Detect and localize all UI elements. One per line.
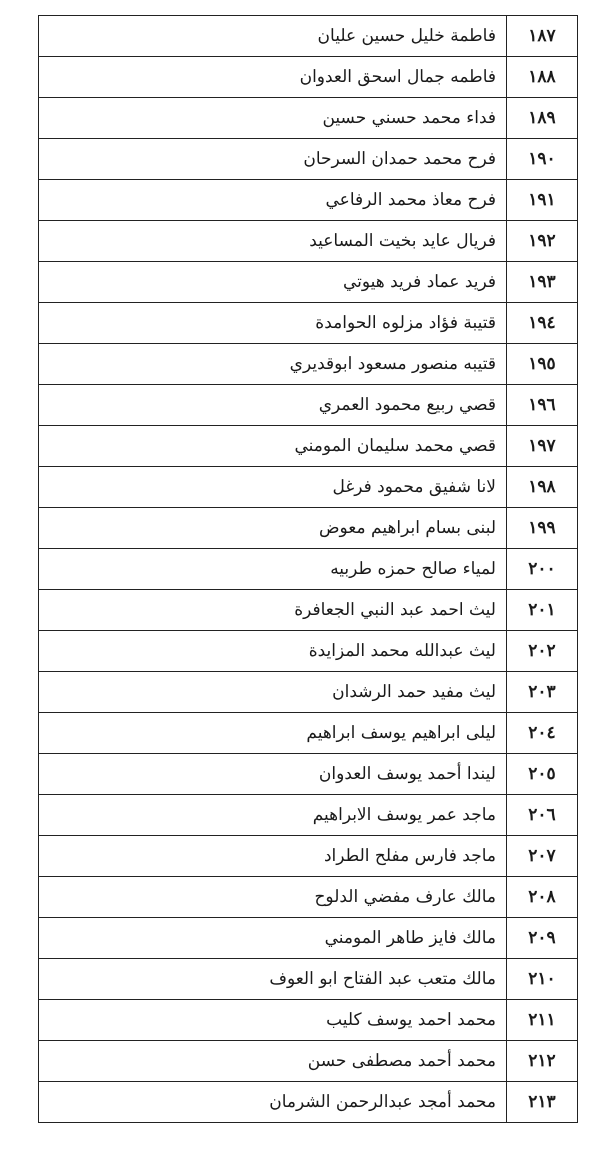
row-name-cell: فداء محمد حسني حسين [39,98,507,139]
table-row [39,426,578,467]
row-name-cell: ليث مفيد حمد الرشدان [39,672,507,713]
row-name-cell: محمد أمجد عبدالرحمن الشرمان [39,1082,507,1123]
row-name-cell: لبنى بسام ابراهيم معوض [39,508,507,549]
row-number-cell: ٢١٠ [507,959,578,1000]
row-name-cell: مالك عارف مفضي الدلوح [39,877,507,918]
row-number-cell: ١٩١ [507,180,578,221]
table-row [39,1041,578,1082]
names-table [38,15,578,1123]
row-number-cell: ٢٠٤ [507,713,578,754]
row-number-cell: ٢١٣ [507,1082,578,1123]
row-name-cell: ليث عبدالله محمد المزايدة [39,631,507,672]
row-number-cell: ١٩٤ [507,303,578,344]
row-name-cell: ليندا أحمد يوسف العدوان [39,754,507,795]
table-row [39,590,578,631]
row-name-cell: فريد عماد فريد هيوتي [39,262,507,303]
table-row [39,98,578,139]
table-row [39,385,578,426]
table-row [39,549,578,590]
names-table-container [38,15,578,1123]
row-number-cell: ٢١٢ [507,1041,578,1082]
row-number-cell: ٢٠٥ [507,754,578,795]
table-row [39,877,578,918]
table-row [39,57,578,98]
row-name-cell: لانا شفيق محمود فرغل [39,467,507,508]
row-name-cell: ليلى ابراهيم يوسف ابراهيم [39,713,507,754]
row-name-cell: ماجد عمر يوسف الابراهيم [39,795,507,836]
row-name-cell: مالك متعب عبد الفتاح ابو العوف [39,959,507,1000]
row-name-cell: ماجد فارس مفلح الطراد [39,836,507,877]
row-number-cell: ١٩٠ [507,139,578,180]
row-number-cell: ٢٠١ [507,590,578,631]
table-row [39,262,578,303]
row-name-cell: فاطمه جمال اسحق العدوان [39,57,507,98]
row-number-cell: ٢٠٨ [507,877,578,918]
row-name-cell: قصي ربيع محمود العمري [39,385,507,426]
table-row [39,713,578,754]
row-number-cell: ١٨٩ [507,98,578,139]
table-row [39,139,578,180]
table-row [39,303,578,344]
row-name-cell: ليث احمد عبد النبي الجعافرة [39,590,507,631]
row-name-cell: قصي محمد سليمان المومني [39,426,507,467]
row-name-cell: محمد أحمد مصطفى حسن [39,1041,507,1082]
names-table-body [39,16,578,1123]
table-row [39,631,578,672]
row-name-cell: محمد احمد يوسف كليب [39,1000,507,1041]
table-row [39,344,578,385]
table-row [39,795,578,836]
table-row [39,959,578,1000]
row-number-cell: ١٩٧ [507,426,578,467]
table-row [39,180,578,221]
table-row [39,16,578,57]
table-row [39,754,578,795]
table-row [39,836,578,877]
row-number-cell: ١٨٧ [507,16,578,57]
row-number-cell: ٢٠٠ [507,549,578,590]
row-number-cell: ١٩٣ [507,262,578,303]
table-row [39,467,578,508]
row-number-cell: ١٨٨ [507,57,578,98]
row-number-cell: ٢١١ [507,1000,578,1041]
row-number-cell: ٢٠٩ [507,918,578,959]
row-number-cell: ١٩٥ [507,344,578,385]
row-number-cell: ١٩٢ [507,221,578,262]
row-number-cell: ٢٠٦ [507,795,578,836]
row-number-cell: ١٩٨ [507,467,578,508]
row-number-cell: ١٩٦ [507,385,578,426]
table-row [39,508,578,549]
table-row [39,1082,578,1123]
row-name-cell: فرح محمد حمدان السرحان [39,139,507,180]
row-name-cell: فريال عايد بخيت المساعيد [39,221,507,262]
row-name-cell: قتيبه منصور مسعود ابوقديري [39,344,507,385]
row-number-cell: ١٩٩ [507,508,578,549]
row-name-cell: فرح معاذ محمد الرفاعي [39,180,507,221]
row-number-cell: ٢٠٢ [507,631,578,672]
table-row [39,672,578,713]
table-row [39,1000,578,1041]
row-number-cell: ٢٠٣ [507,672,578,713]
row-name-cell: قتيبة فؤاد مزلوه الحوامدة [39,303,507,344]
row-name-cell: لمياء صالح حمزه طربيه [39,549,507,590]
row-name-cell: مالك فايز طاهر المومني [39,918,507,959]
row-name-cell: فاطمة خليل حسين عليان [39,16,507,57]
table-row [39,918,578,959]
table-row [39,221,578,262]
row-number-cell: ٢٠٧ [507,836,578,877]
